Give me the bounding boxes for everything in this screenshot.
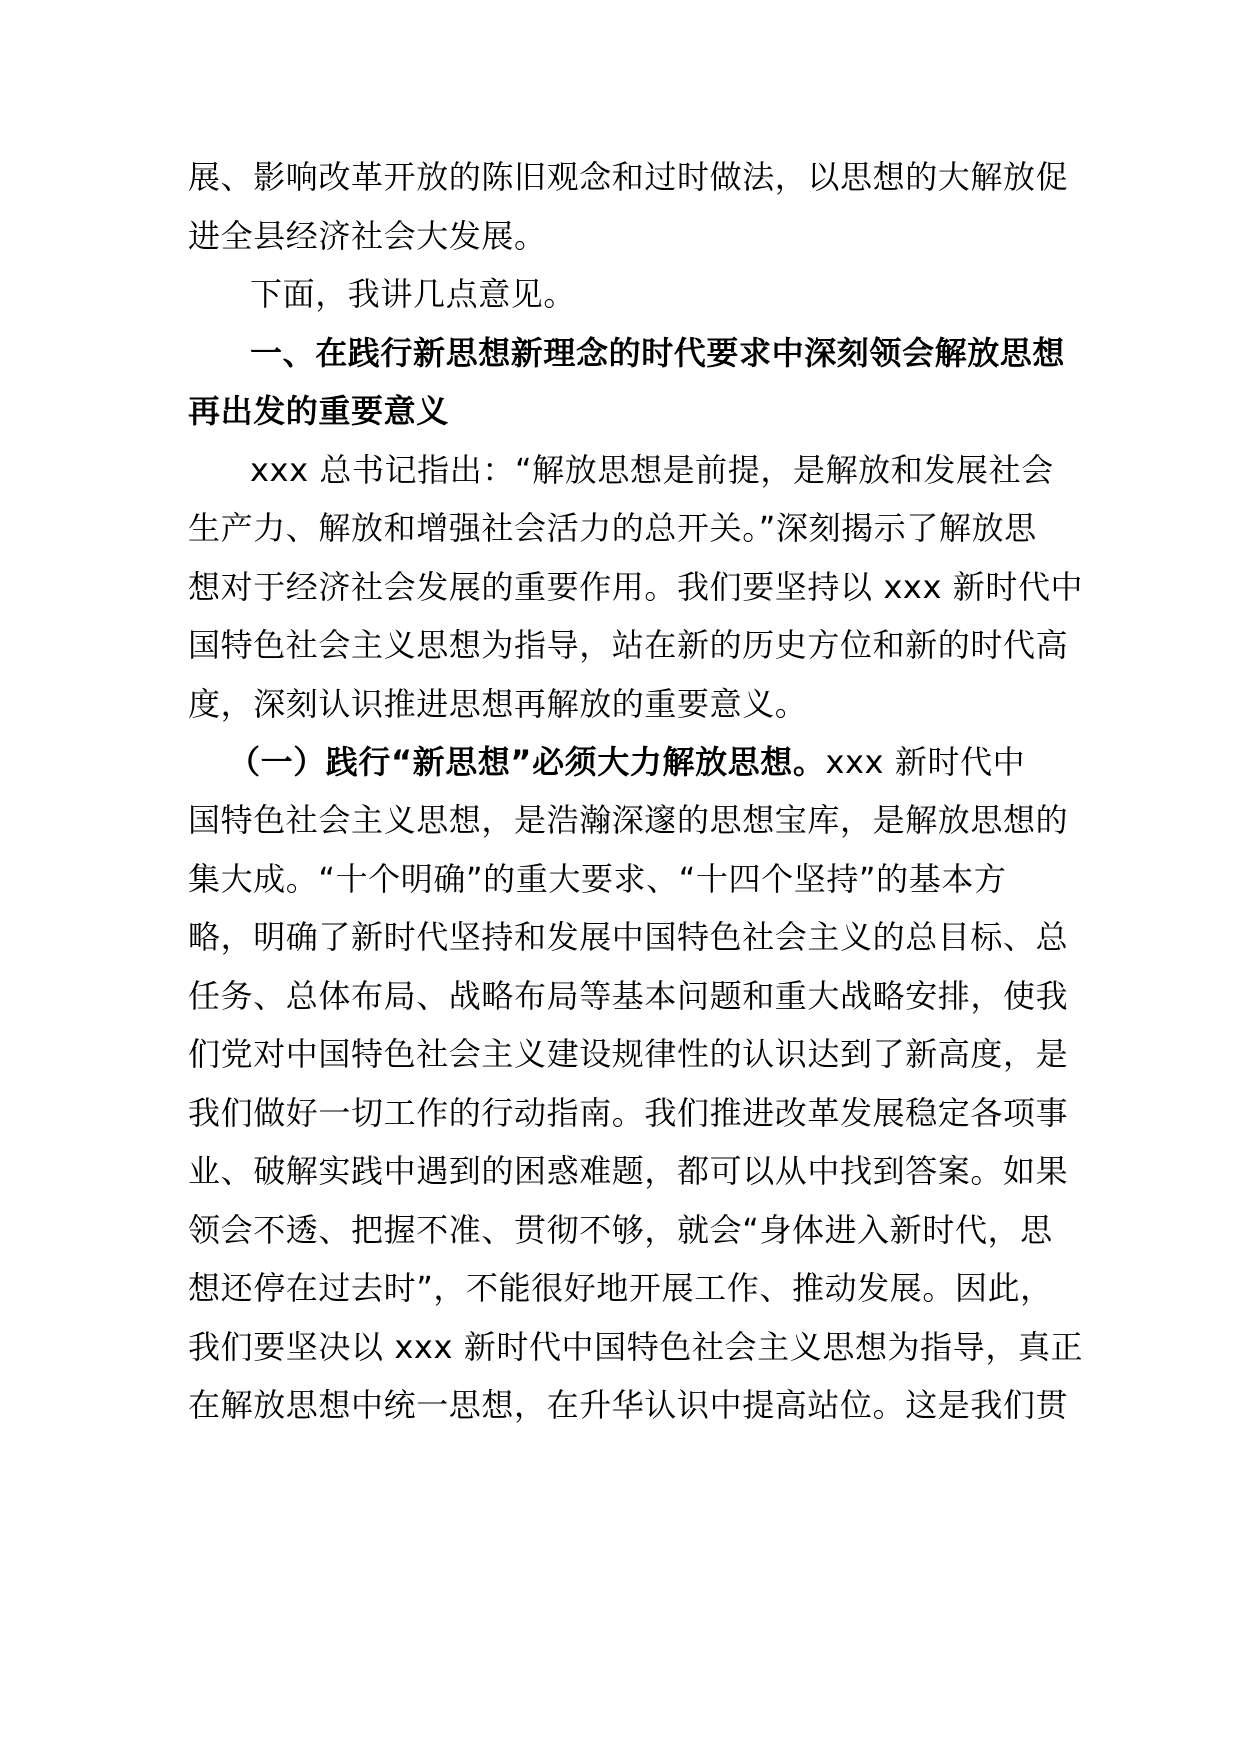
body-text-line: 集大成。“十个明确”的重大要求、“十四个坚持”的基本方 bbox=[188, 860, 1007, 898]
body-text-line: 略，明确了新时代坚持和发展中国特色社会主义的总目标、总 bbox=[188, 918, 1069, 956]
body-text-line: 国特色社会主义思想，是浩瀚深邃的思想宝库，是解放思想的 bbox=[188, 801, 1069, 839]
body-text-line: 我们要坚决以 xxx 新时代中国特色社会主义思想为指导，真正 bbox=[188, 1328, 1084, 1366]
body-text-line: 下面，我讲几点意见。 bbox=[250, 275, 577, 313]
body-text-line: 度，深刻认识推进思想再解放的重要意义。 bbox=[188, 685, 808, 723]
section-heading: 再出发的重要意义 bbox=[188, 392, 449, 430]
body-text-line: 在解放思想中统一思想，在升华认识中提高站位。这是我们贯 bbox=[188, 1386, 1069, 1424]
subsection-line bbox=[228, 742, 1058, 782]
section-heading: 一、在践行新思想新理念的时代要求中深刻领会解放思想 bbox=[250, 334, 1066, 372]
body-text-line: 任务、总体布局、战略布局等基本问题和重大战略安排，使我 bbox=[188, 977, 1069, 1015]
subsection-heading: （一）践行“新思想”必须大力解放思想。 bbox=[228, 743, 826, 781]
body-text-line: 展、影响改革开放的陈旧观念和过时做法，以思想的大解放促 bbox=[188, 158, 1069, 196]
body-text-line: 想还停在过去时”，不能很好地开展工作、推动发展。因此， bbox=[188, 1269, 1053, 1307]
body-text-line: 国特色社会主义思想为指导，站在新的历史方位和新的时代高 bbox=[188, 626, 1069, 664]
body-text-line: 进全县经济社会大发展。 bbox=[188, 217, 547, 255]
body-text-line: 我们做好一切工作的行动指南。我们推进改革发展稳定各项事 bbox=[188, 1094, 1069, 1132]
body-text-line: 生产力、解放和增强社会活力的总开关。”深刻揭示了解放思 bbox=[188, 509, 1037, 547]
body-text-line: 领会不透、把握不准、贯彻不够，就会“身体进入新时代，思 bbox=[188, 1211, 1053, 1249]
body-text-line: 们党对中国特色社会主义建设规律性的认识达到了新高度，是 bbox=[188, 1035, 1069, 1073]
body-text-line: 业、破解实践中遇到的困惑难题，都可以从中找到答案。如果 bbox=[188, 1152, 1069, 1190]
body-text-line: xxx 总书记指出：“解放思想是前提，是解放和发展社会 bbox=[250, 451, 1054, 489]
subsection-text: xxx 新时代中 bbox=[825, 743, 1026, 781]
body-text-line: 想对于经济社会发展的重要作用。我们要坚持以 xxx 新时代中 bbox=[188, 568, 1084, 606]
